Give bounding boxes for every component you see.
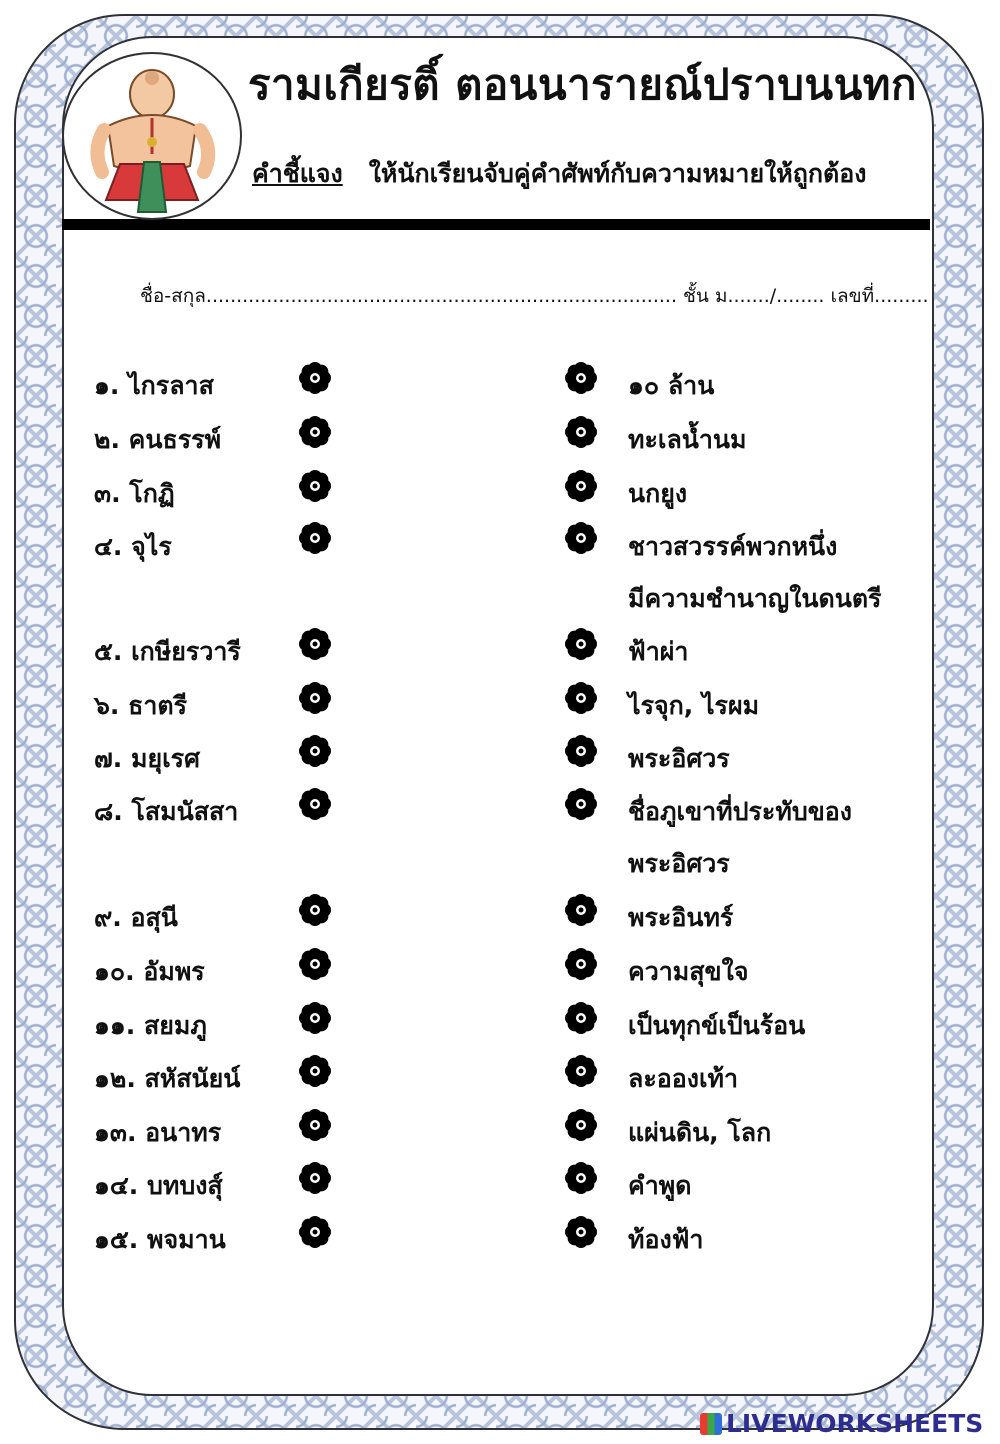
term-match-dot-11[interactable] bbox=[298, 1001, 332, 1035]
term-match-dot-3[interactable] bbox=[298, 469, 332, 503]
term-match-dot-5[interactable] bbox=[298, 627, 332, 661]
term-3: ๓. โกฏิ bbox=[94, 479, 175, 508]
meaning-match-dot-15[interactable] bbox=[564, 1215, 598, 1249]
watermark-text: LIVEWORKSHEETS bbox=[726, 1409, 984, 1438]
instructions bbox=[252, 152, 942, 196]
instructions-label: คำชี้แจง bbox=[252, 159, 343, 188]
meaning-15: ท้องฟ้า bbox=[628, 1225, 704, 1254]
meaning-match-dot-4[interactable] bbox=[564, 521, 598, 555]
term-match-dot-15[interactable] bbox=[298, 1215, 332, 1249]
meaning-2: ทะเลน้ำนม bbox=[628, 425, 747, 454]
page-title: รามเกียรติ์ ตอนนารายณ์ปราบนนทก bbox=[248, 60, 917, 109]
term-9: ๙. อสุนี bbox=[94, 903, 178, 932]
term-4: ๔. จุไร bbox=[94, 532, 172, 561]
meaning-match-dot-11[interactable] bbox=[564, 1001, 598, 1035]
meaning-10: ความสุขใจ bbox=[628, 957, 749, 986]
meaning-match-dot-10[interactable] bbox=[564, 947, 598, 981]
term-10: ๑๐. อัมพร bbox=[94, 957, 205, 986]
term-6: ๖. ธาตรี bbox=[94, 691, 188, 720]
meaning-match-dot-1[interactable] bbox=[564, 361, 598, 395]
meaning-4-continued: มีความชำนาญในดนตรี bbox=[628, 584, 882, 613]
meaning-match-dot-14[interactable] bbox=[564, 1161, 598, 1195]
meaning-match-dot-8[interactable] bbox=[564, 787, 598, 821]
meaning-11: เป็นทุกข์เป็นร้อน bbox=[628, 1011, 806, 1040]
term-1: ๑. ไกรลาส bbox=[94, 371, 214, 400]
meaning-9: พระอินทร์ bbox=[628, 903, 734, 932]
meaning-match-dot-5[interactable] bbox=[564, 627, 598, 661]
term-match-dot-13[interactable] bbox=[298, 1108, 332, 1142]
meaning-match-dot-12[interactable] bbox=[564, 1054, 598, 1088]
meaning-7: พระอิศวร bbox=[628, 744, 730, 773]
meaning-1: ๑๐ ล้าน bbox=[628, 371, 715, 400]
term-12: ๑๒. สหัสนัยน์ bbox=[94, 1064, 241, 1093]
term-match-dot-12[interactable] bbox=[298, 1054, 332, 1088]
meaning-match-dot-13[interactable] bbox=[564, 1108, 598, 1142]
meaning-6: ไรจุก, ไรผม bbox=[628, 691, 760, 720]
meaning-8: ชื่อภูเขาที่ประทับของ bbox=[628, 797, 852, 826]
liveworksheets-logo bbox=[700, 1408, 996, 1440]
liveworksheets-icon bbox=[700, 1413, 722, 1435]
student-info-line[interactable]: ชื่อ-สกุล.............................................................................. ชั้น ม......./........ เลขที่......... bbox=[140, 285, 929, 307]
meaning-14: คำพูด bbox=[628, 1171, 692, 1200]
term-match-dot-10[interactable] bbox=[298, 947, 332, 981]
meaning-match-dot-6[interactable] bbox=[564, 681, 598, 715]
term-match-dot-7[interactable] bbox=[298, 734, 332, 768]
meaning-match-dot-3[interactable] bbox=[564, 469, 598, 503]
term-match-dot-2[interactable] bbox=[298, 415, 332, 449]
term-match-dot-6[interactable] bbox=[298, 681, 332, 715]
term-13: ๑๓. อนาทร bbox=[94, 1118, 222, 1147]
term-match-dot-9[interactable] bbox=[298, 893, 332, 927]
meaning-5: ฟ้าผ่า bbox=[628, 637, 689, 666]
term-5: ๕. เกษียรวารี bbox=[94, 637, 241, 666]
term-11: ๑๑. สยมภู bbox=[94, 1011, 207, 1040]
term-match-dot-4[interactable] bbox=[298, 521, 332, 555]
term-2: ๒. คนธรรพ์ bbox=[94, 425, 222, 454]
meaning-4: ชาวสวรรค์พวกหนึ่ง bbox=[628, 532, 838, 561]
header-divider bbox=[62, 219, 930, 230]
term-8: ๘. โสมนัสสา bbox=[94, 797, 239, 826]
meaning-3: นกยูง bbox=[628, 479, 688, 508]
meaning-8-continued: พระอิศวร bbox=[628, 849, 730, 878]
term-match-dot-1[interactable] bbox=[298, 361, 332, 395]
meaning-match-dot-7[interactable] bbox=[564, 734, 598, 768]
term-15: ๑๕. พจมาน bbox=[94, 1225, 226, 1254]
term-14: ๑๔. บทบงสุ์ bbox=[94, 1171, 223, 1200]
term-match-dot-8[interactable] bbox=[298, 787, 332, 821]
meaning-13: แผ่นดิน, โลก bbox=[628, 1118, 772, 1147]
meaning-match-dot-9[interactable] bbox=[564, 893, 598, 927]
instructions-text: ให้นักเรียนจับคู่คำศัพท์กับความหมายให้ถูกต้อง bbox=[368, 159, 867, 188]
meaning-match-dot-2[interactable] bbox=[564, 415, 598, 449]
term-7: ๗. มยุเรศ bbox=[94, 744, 200, 773]
giant-character-illustration bbox=[62, 52, 242, 220]
term-match-dot-14[interactable] bbox=[298, 1161, 332, 1195]
meaning-12: ละอองเท้า bbox=[628, 1064, 739, 1093]
